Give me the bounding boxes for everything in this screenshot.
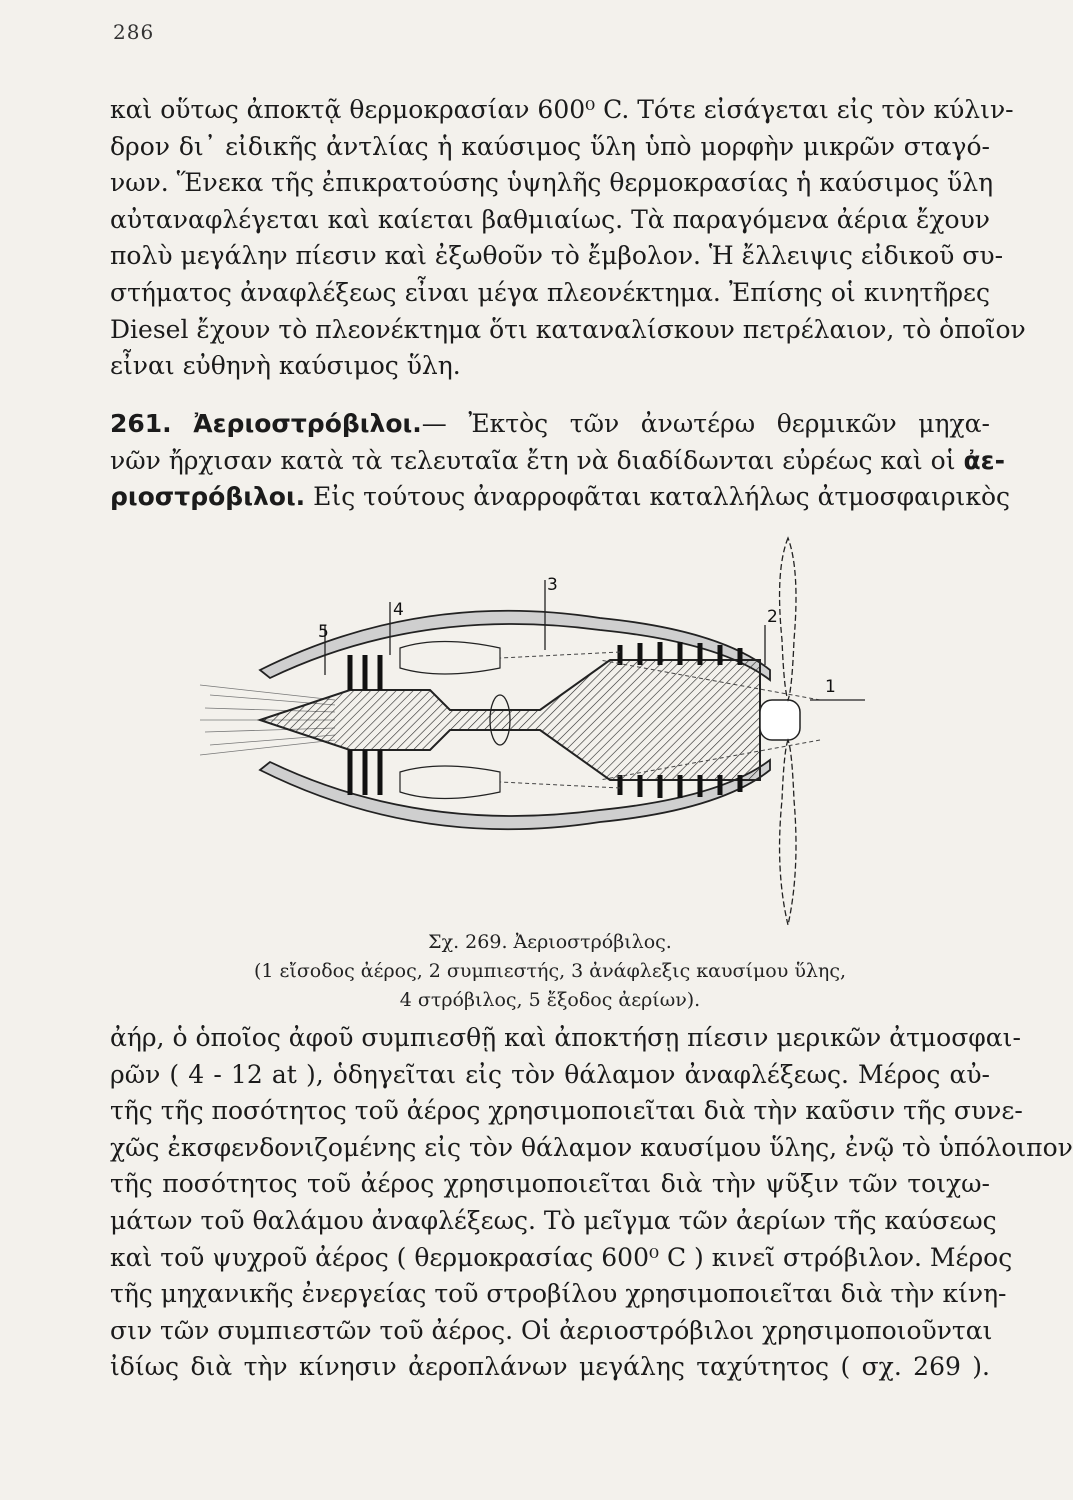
text-line: ἀήρ, ὁ ὁποῖος ἀφοῦ συμπιεσθῇ καὶ ἀποκτήσῃ πίεσιν μερικῶν ἀτμοσφαι- [110,1023,1021,1052]
text-line [110,479,1011,516]
text-line: Diesel ἔχουν τὸ πλεονέκτημα ὅτι καταναλίσκουν πετρέλαιον, τὸ ὁποῖον [110,314,1026,344]
label-exhaust: 5 [318,622,329,642]
figure-caption-line: 4 στρόβιλος, 5 ἔξοδος ἀερίων). [399,989,701,1011]
text-line: σιν τῶν συμπιεστῶν τοῦ ἀέρος. Οἱ ἀεριοστρόβιλοι χρησιμοποιοῦνται [110,1315,993,1345]
text-line: αὐταναφλέγεται καὶ καίεται βαθμιαίως. Τὰ παραγόμενα ἀέρια ἔχουν [110,204,990,234]
label-inlet: 1 [825,677,836,697]
text-line: ἰδίως διὰ τὴν κίνησιν ἀεροπλάνων μεγάλης ταχύτητος ( σχ. 269 ). [110,1352,990,1382]
combustion-chamber-top [400,642,500,675]
text-line: τῆς τῆς ποσότητος τοῦ ἀέρος χρησιμοποιεῖται διὰ τὴν καῦσιν τῆς συνε- [110,1096,1023,1126]
section-title: Ἀεριοστρόβιλοι. [193,409,422,438]
text-line: νων. Ἕνεκα τῆς ἐπικρατούσης ὑψηλῆς θερμοκρασίας ἡ καύσιμος ὕλη [110,168,994,198]
text-line: καὶ οὕτως ἀποκτᾷ θερμοκρασίαν 600⁰ C. Τότε εἰσάγεται εἰς τὸν κύλιν- [110,95,1014,124]
text-line: τῆς ποσότητος τοῦ ἀέρος χρησιμοποιεῖται διὰ τὴν ψῦξιν τῶν τοιχω- [110,1169,990,1199]
text-line: μάτων τοῦ θαλάμου ἀναφλέξεως. Τὸ μεῖγμα τῶν ἀερίων τῆς καύσεως [110,1205,997,1235]
figure-caption-line: (1 εἴσοδος ἀέρος, 2 συμπιεστής, 3 ἀνάφλεξις καυσίμου ὕλης, [254,960,846,982]
paragraph-diesel [110,92,1026,385]
text-line: τῆς μηχανικῆς ἐνεργείας τοῦ στροβίλου χρησιμοποιεῖται διὰ τὴν κίνη- [110,1279,1007,1309]
text-span: νῶν ἤρχισαν κατὰ τὰ τελευταῖα ἔτη νὰ διαδίδωνται εὐρέως καὶ οἱ [110,445,956,475]
text-line: δρον δι᾽ εἰδικῆς ἀντλίας ἡ καύσιμος ὕλη ὑπὸ μορφὴν μικρῶν σταγό- [110,131,990,161]
section-heading-line [110,406,990,443]
section-number: 261. [110,409,172,438]
text-line: στήματος ἀναφλέξεως εἶναι μέγα πλεονέκτημα. Ἐπίσης οἱ κινητῆρες [110,277,990,307]
combustion-chamber-bottom [400,766,500,799]
text-line: καὶ τοῦ ψυχροῦ ἀέρος ( θερμοκρασίας 600⁰ C ) κινεῖ στρόβιλον. Μέρος [110,1242,1013,1272]
paragraph-gas-turbine [110,1020,1073,1386]
text-line: πολὺ μεγάλην πίεσιν καὶ ἐξωθοῦν τὸ ἔμβολον. Ἡ ἔλλειψις εἰδικοῦ συ- [110,241,1004,271]
bold-term: ἀε- [963,445,1005,475]
label-combustion: 3 [547,575,558,595]
page-number: 286 [113,20,155,44]
text-line: ρῶν ( 4 - 12 at ), ὁδηγεῖται εἰς τὸν θάλαμον ἀναφλέξεως. Μέρος αὐ- [110,1059,990,1089]
label-turbine: 4 [393,600,404,620]
label-compressor: 2 [767,607,778,627]
figure-caption-title: Σχ. 269. Ἀεριοστρόβιλος. [428,931,672,953]
inlet-nose [760,700,800,740]
text-span: — Ἐκτὸς τῶν ἀνωτέρω θερμικῶν μηχα- [421,409,990,438]
text-line [110,443,1005,480]
text-line: εἶναι εὐθηνὴ καύσιμος ὕλη. [110,351,461,381]
bold-term: ριοστρόβιλοι. [110,482,306,512]
gas-turbine-diagram [200,530,860,930]
text-line: χῶς ἐκσφενδονιζομένης εἰς τὸν θάλαμον καυσίμου ὕλης, ἐνῷ τὸ ὑπόλοιπον [110,1132,1073,1162]
text-span: Εἰς τούτους ἀναρροφᾶται καταλλήλως ἀτμοσφαιρικὸς [313,482,1011,512]
gas-turbine-figure [200,530,860,930]
section-261 [110,406,1011,516]
